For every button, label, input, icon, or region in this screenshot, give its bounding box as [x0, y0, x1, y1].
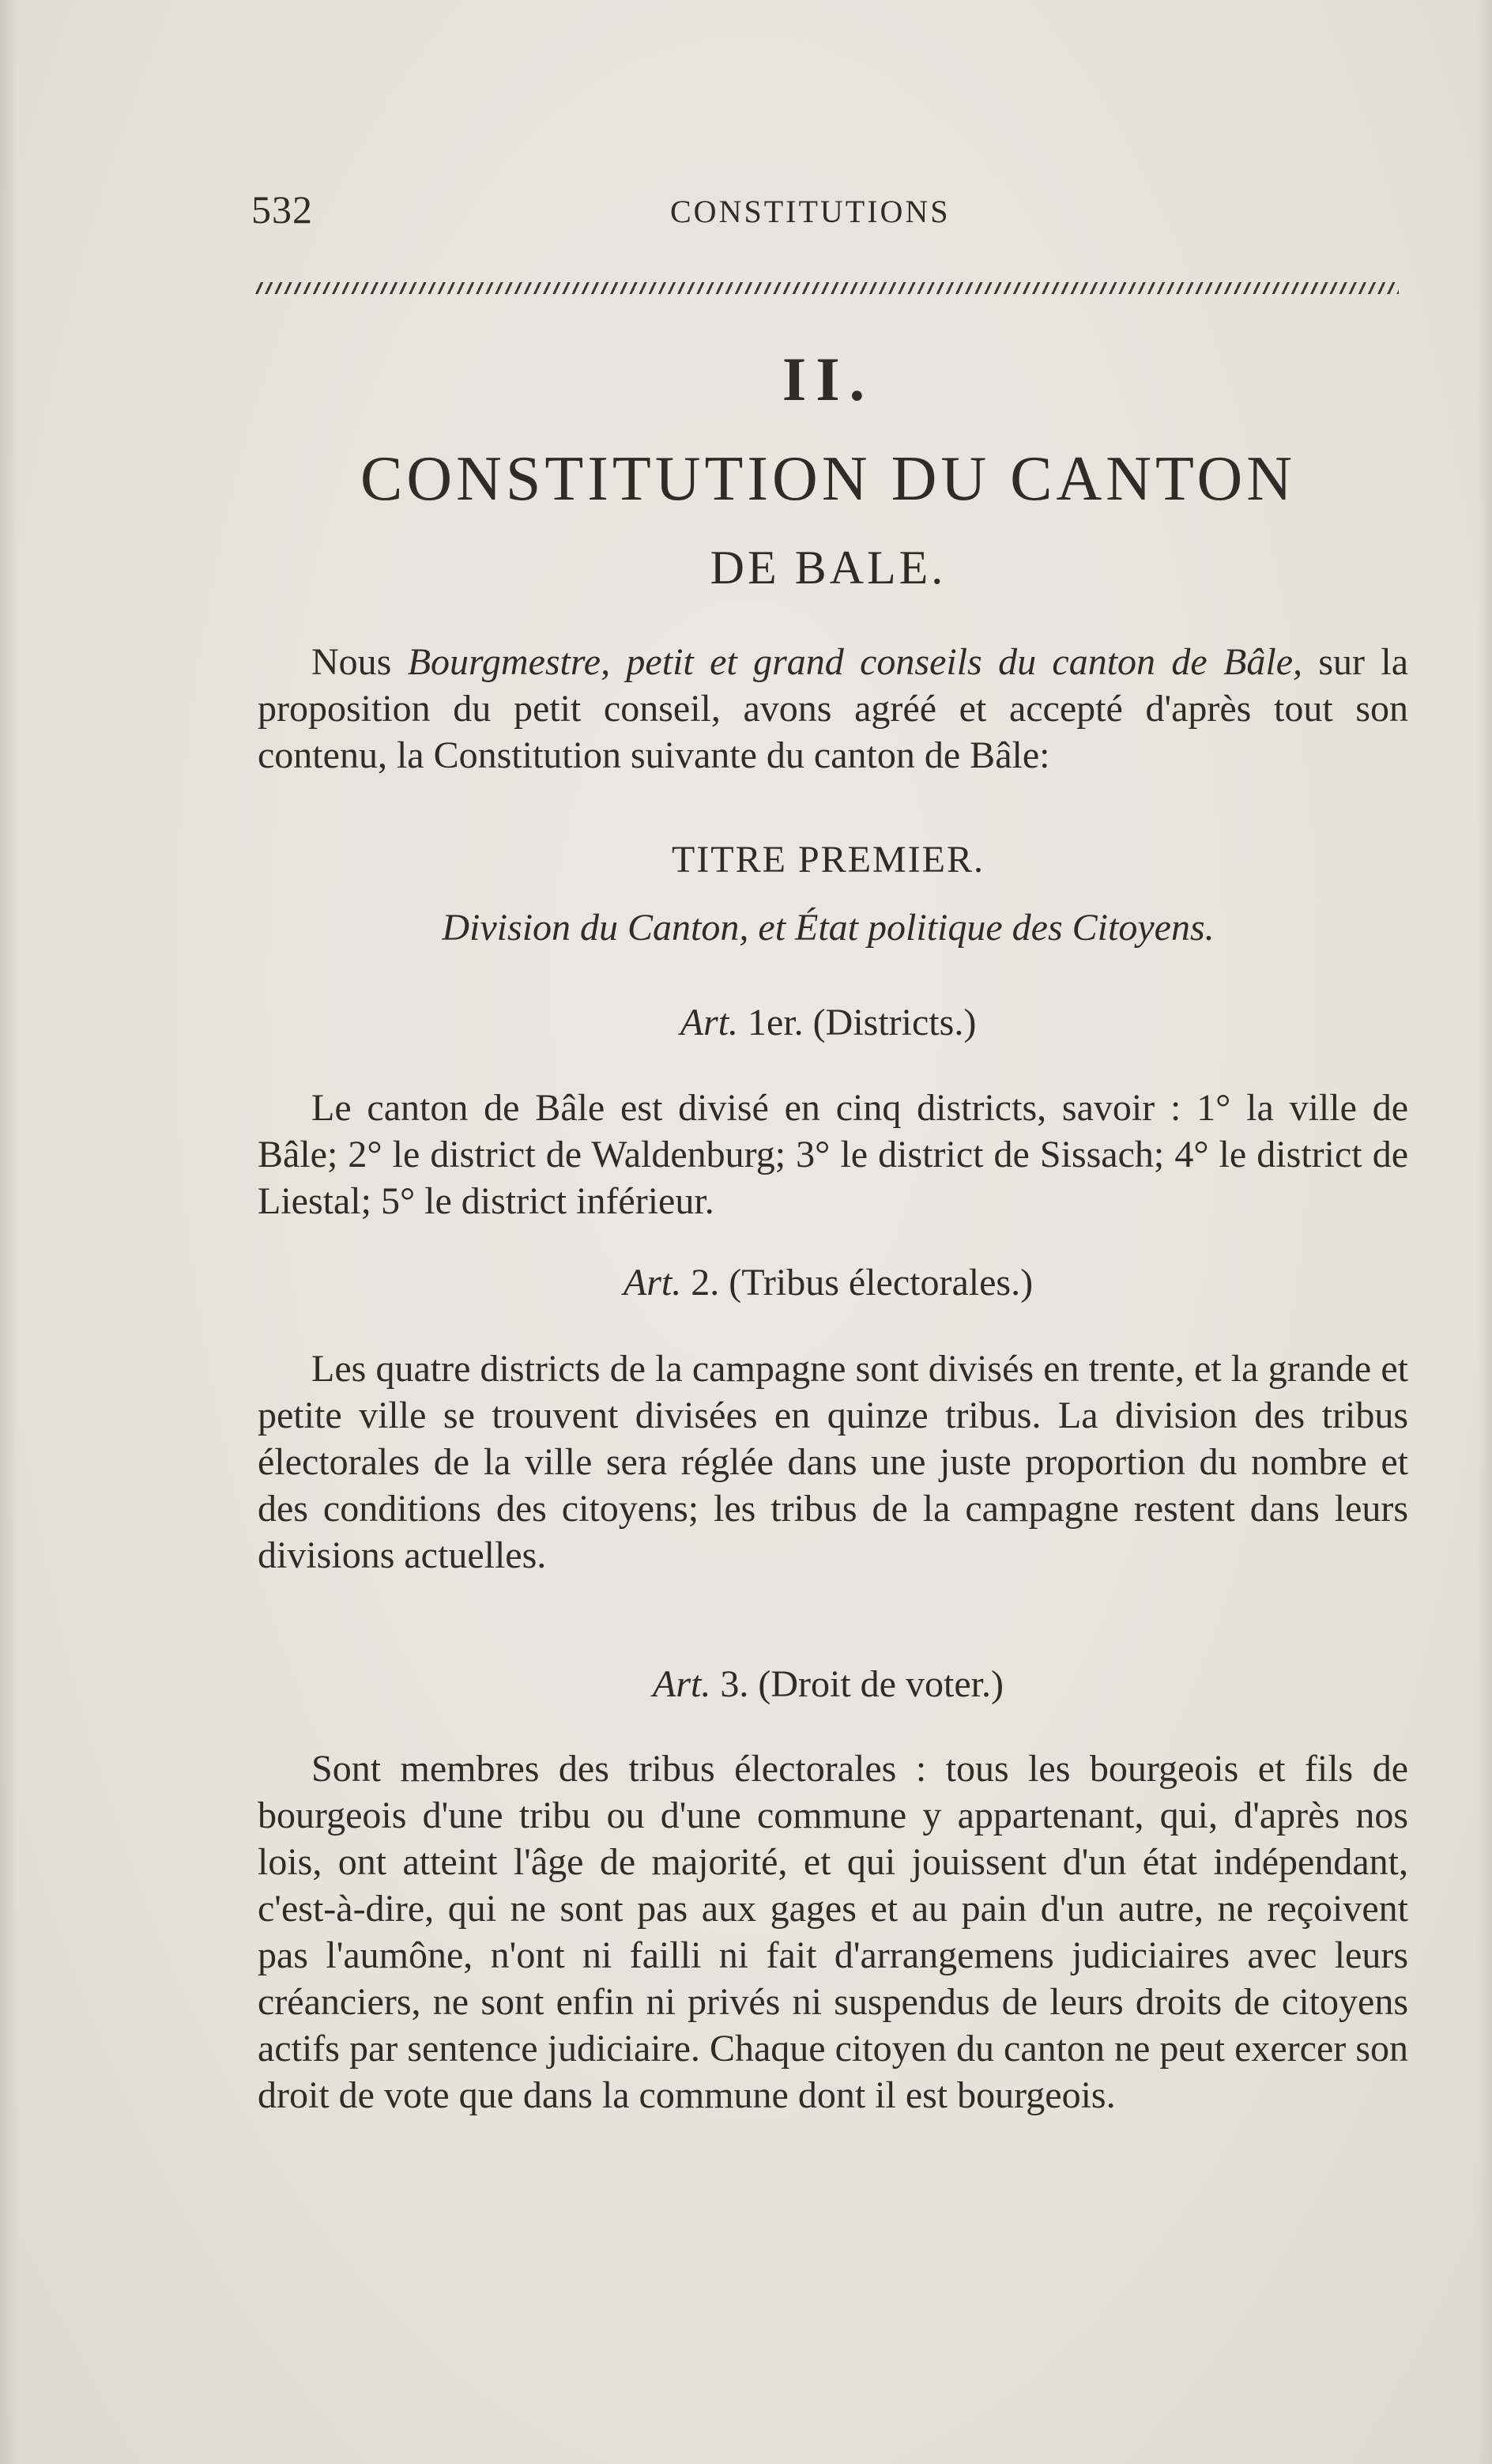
- article-2-text: Les quatre districts de la campagne sont divisés en trente, et la grande et petite ville se trouvent divisées en quinze tribus. La division des tribus électorales de la ville sera réglée dans une juste proportion du nombre et des conditions des citoyens; les tribus de la campagne restent dans leurs divisions actuelles.: [258, 1348, 1408, 1576]
- section-number: II.: [782, 345, 875, 413]
- article-number: 2.: [691, 1262, 720, 1304]
- titre-heading: TITRE PREMIER.: [672, 839, 985, 881]
- article-topic: (Droit de voter.): [758, 1663, 1004, 1705]
- ornamental-rule: [254, 275, 1399, 299]
- article-topic: (Tribus électorales.): [729, 1262, 1034, 1304]
- page-number: 532: [251, 187, 313, 232]
- preamble-paragraph: [258, 639, 1408, 779]
- article-label: Art.: [653, 1663, 711, 1705]
- article-1-text: Le canton de Bâle est divisé en cinq districts, savoir : 1° la ville de Bâle; 2° le district de Waldenburg; 3° le district de Sissach; 4° le district de Liestal; 5° le district inférieur.: [258, 1087, 1408, 1222]
- constitution-subtitle: DE BALE.: [710, 541, 947, 594]
- article-2-heading: [251, 1261, 1405, 1304]
- running-head: [251, 187, 1405, 242]
- running-title: CONSTITUTIONS: [670, 194, 951, 229]
- article-3-heading: [251, 1662, 1405, 1706]
- article-label: Art.: [680, 1002, 739, 1043]
- preamble-italic: Bourgmestre, petit et grand conseils du canton de Bâle,: [407, 641, 1303, 683]
- article-number: 1er.: [748, 1002, 804, 1043]
- article-number: 3.: [720, 1663, 749, 1705]
- constitution-title: CONSTITUTION DU CANTON: [360, 444, 1297, 514]
- preamble-rest: sur la proposition du petit conseil, avons agréé et accepté d'après tout son contenu, la Constitution suivante du canton de Bâle:: [258, 641, 1409, 776]
- article-1-heading: [251, 1001, 1405, 1044]
- preamble-lead: Nous: [311, 641, 392, 683]
- title-block: [251, 340, 1405, 599]
- article-3-text: Sont membres des tribus électorales : tous les bourgeois et fils de bourgeois d'une tribu ou d'une commune y appartenant, qui, d'après nos lois, ont atteint l'âge de majorité, et qui jouissent d'un état indépendant, c'est-à-dire, qui ne sont pas aux gages et au pain d'un autre, ne reçoivent pas l'aumône, n'ont ni failli ni fait d'arrangemens judiciaires avec leurs créanciers, ne sont enfin ni privés ni suspendus de leurs droits de citoyens actifs par sentence judiciaire. Chaque citoyen du canton ne peut exercer son droit de vote que dans la commune dont il est bourgeois.: [258, 1748, 1408, 2116]
- article-label: Art.: [623, 1262, 682, 1304]
- titre-subheading: Division du Canton, et État politique des Citoyens.: [442, 907, 1215, 949]
- article-topic: (Districts.): [812, 1002, 977, 1043]
